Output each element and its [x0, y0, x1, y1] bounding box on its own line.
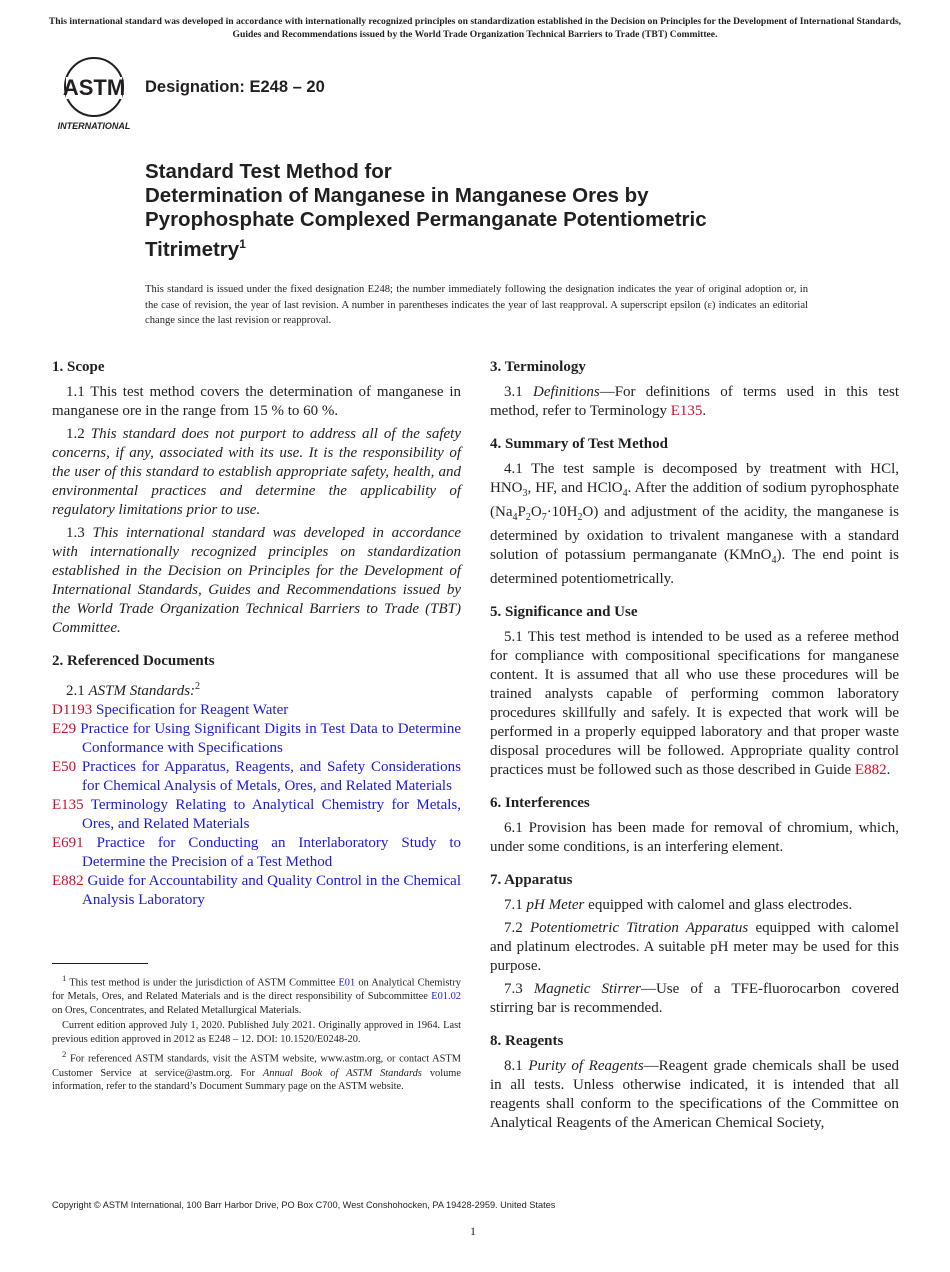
paragraph-3-1: 3.1 Definitions—For definitions of terms used in this test method, refer to Terminology E135.	[490, 384, 900, 419]
designation	[145, 78, 325, 97]
section-scope	[52, 358, 461, 638]
section-interferences	[490, 794, 899, 857]
section-heading: 8. Reagents	[490, 1033, 564, 1049]
section-summary	[490, 435, 899, 589]
section-heading: 6. Interferences	[490, 795, 590, 811]
title-line-4: Titrimetry$^1$	[145, 237, 246, 261]
reference-title[interactable]: Guide for Accountability and Quality Control in the Chemical Analysis Laboratory	[82, 873, 461, 908]
section-heading: 5. Significance and Use	[490, 604, 638, 620]
paragraph-2-1: 2.1 ASTM Standards:$^2$	[66, 681, 201, 699]
e135-link[interactable]: E135	[670, 403, 703, 419]
document-title	[145, 160, 845, 262]
paragraph-1-2: 1.2 This standard does not purport to address all of the safety concerns, if any, associated with its use. It is the responsibility of the user of this standard to establish appropriate safety, health, and environmental practices and determine the applicability of regulatory limitations prior to use.	[52, 426, 461, 518]
reference-title[interactable]: Practices for Apparatus, Reagents, and Safety Considerations for Chemical Analysis of Metals, Ores, and Related Materials	[76, 759, 461, 794]
left-column	[52, 358, 461, 924]
issuance-note: This standard is issued under the fixed designation E248; the number immediately following the designation indicates the year of original adoption or, in the case of revision, the year of last revision. A number in parentheses indicates the year of last reapproval. A superscript epsilon (ε) indicates an editorial change since the last revision or reapproval.	[145, 284, 808, 326]
committee-link[interactable]: E01	[338, 977, 356, 989]
subcommittee-link[interactable]: E01.02	[431, 991, 461, 1003]
logo-text: ASTM	[62, 75, 126, 100]
paragraph-8-1: 8.1 Purity of Reagents—Reagent grade chemicals shall be used in all tests. Unless otherwise indicated, it is intended that all reagents shall conform to the specifications of the Committee on Analytical Reagents of the American Chemical Society,	[490, 1058, 899, 1131]
footnotes	[52, 972, 461, 1096]
reference-item[interactable]	[52, 796, 461, 834]
copyright-footer: Copyright © ASTM International, 100 Barr Harbor Drive, PO Box C700, West Conshohocken, PA 19428-2959. United States	[52, 1200, 556, 1210]
designation-year: – 20	[292, 78, 325, 96]
page-number: 1	[470, 1224, 476, 1238]
reference-code[interactable]: D1193	[52, 702, 93, 718]
reference-list	[52, 701, 461, 910]
reference-code[interactable]: E691	[52, 835, 84, 851]
section-heading: 3. Terminology	[490, 359, 586, 375]
section-heading: 4. Summary of Test Method	[490, 436, 668, 452]
reference-title[interactable]: Practice for Using Significant Digits in Test Data to Determine Conformance with Specifications	[76, 721, 461, 756]
paragraph-7-3: 7.3 Magnetic Stirrer—Use of a TFE-fluorocarbon covered stirring bar is recommended.	[490, 981, 900, 1016]
logo-subtext: INTERNATIONAL	[57, 121, 131, 131]
reference-title[interactable]: Terminology Relating to Analytical Chemistry for Metals, Ores, and Related Materials	[82, 797, 461, 832]
astm-logo	[52, 55, 136, 133]
reference-item[interactable]	[52, 872, 461, 910]
paragraph-4-1: 4.1 The test sample is decomposed by treatment with HCl, $HNO_3$, HF, and HClO$_4$. After the addition of sodium pyrophosphate $(Na_4P_2O_7\cdot 10H_2O)$ and adjustment of the acidity, the manganese is determined by oxidation to trivalent manganese with a standard solution of potassium permanganate (KMnO$_4$). The end point is determined potentiometrically.	[490, 461, 900, 587]
reference-code[interactable]: E135	[52, 797, 84, 813]
approval-note: Current edition approved July 1, 2020. Published July 2021. Originally approved in 1964. Last previous edition approved in 2012 as E248 – 12. DOI: 10.1520/E0248-20.	[52, 1020, 461, 1045]
right-column	[490, 358, 899, 1147]
section-heading: 2. Referenced Documents	[52, 653, 215, 669]
section-terminology	[490, 358, 899, 421]
reference-item[interactable]	[52, 720, 461, 758]
title-line-1: Standard Test Method for	[145, 160, 392, 183]
section-reagents	[490, 1032, 899, 1133]
section-apparatus	[490, 871, 899, 1018]
footnote-2: $^2$ For referenced ASTM standards, visit the ASTM website, www.astm.org, or contact ASTM Customer Service at service@astm.org. For Annual Book of ASTM Standards volume information, refer to the standard’s Document Summary page on the ASTM website.	[52, 1049, 461, 1093]
title-line-2: Determination of Manganese in Manganese Ores by	[145, 184, 649, 207]
paragraph-7-2: 7.2 Potentiometric Titration Apparatus equipped with calomel and platinum electrodes. A suitable pH meter may be used for this purpose.	[490, 920, 899, 974]
footnote-rule	[52, 963, 148, 964]
section-heading: 7. Apparatus	[490, 872, 573, 888]
paragraph-1-3: 1.3 This international standard was developed in accordance with internationally recognized principles on standardization established in the Decision on Principles for the Development of International Standards, Guides and Recommendations issued by the World Trade Organization Technical Barriers to Trade (TBT) Committee.	[52, 525, 462, 636]
paragraph-1-1: 1.1 This test method covers the determination of manganese in manganese ore in the range from 15 % to 60 %.	[52, 384, 461, 419]
designation-label: Designation: E248	[145, 78, 289, 96]
paragraph-6-1: 6.1 Provision has been made for removal of chromium, which, under some conditions, is an interfering element.	[490, 820, 899, 855]
section-referenced-documents	[52, 652, 461, 910]
reference-item[interactable]	[52, 834, 461, 872]
reference-title[interactable]: Practice for Conducting an Interlaboratory Study to Determine the Precision of a Test Method	[82, 835, 461, 870]
reference-title[interactable]: Specification for Reagent Water	[92, 702, 289, 718]
reference-item[interactable]	[52, 758, 461, 796]
reference-code[interactable]: E50	[52, 759, 77, 775]
reference-code[interactable]: E29	[52, 721, 77, 737]
paragraph-5-1: 5.1 This test method is intended to be used as a referee method for compliance with compositional specifications for manganese content. It is assumed that all who use these procedures will be trained analysts capable of performing common laboratory procedures skillfully and safely. It is expected that work will be performed in a properly equipped laboratory and that proper waste disposal procedures will be followed. Appropriate quality control practices must be followed such as those described in Guide E882.	[490, 629, 899, 778]
paragraph-7-1: 7.1 pH Meter equipped with calomel and glass electrodes.	[504, 897, 853, 913]
title-line-3: Pyrophosphate Complexed Permanganate Potentiometric	[145, 208, 707, 231]
section-heading: 1. Scope	[52, 359, 105, 375]
reference-item[interactable]	[52, 701, 461, 720]
tbt-notice: This international standard was developed in accordance with internationally recognized principles on standardization established in the Decision on Principles for the Development of International Standards, Guides and Recommendations issued by the World Trade Organization Technical Barriers to Trade (TBT) Committee.	[48, 16, 902, 40]
footnote-1: $^1$ This test method is under the jurisdiction of ASTM Committee E01 on Analytical Chemistry for Metals, Ores, and Related Materials and is the direct responsibility of Subcommittee E01.02 on Ores, Concentrates, and Related Metallurgical Materials.	[52, 973, 461, 1016]
title-footnote-mark: 1	[239, 237, 246, 251]
reference-code[interactable]: E882	[52, 873, 84, 889]
section-significance	[490, 603, 899, 780]
e882-link[interactable]: E882	[854, 762, 887, 778]
